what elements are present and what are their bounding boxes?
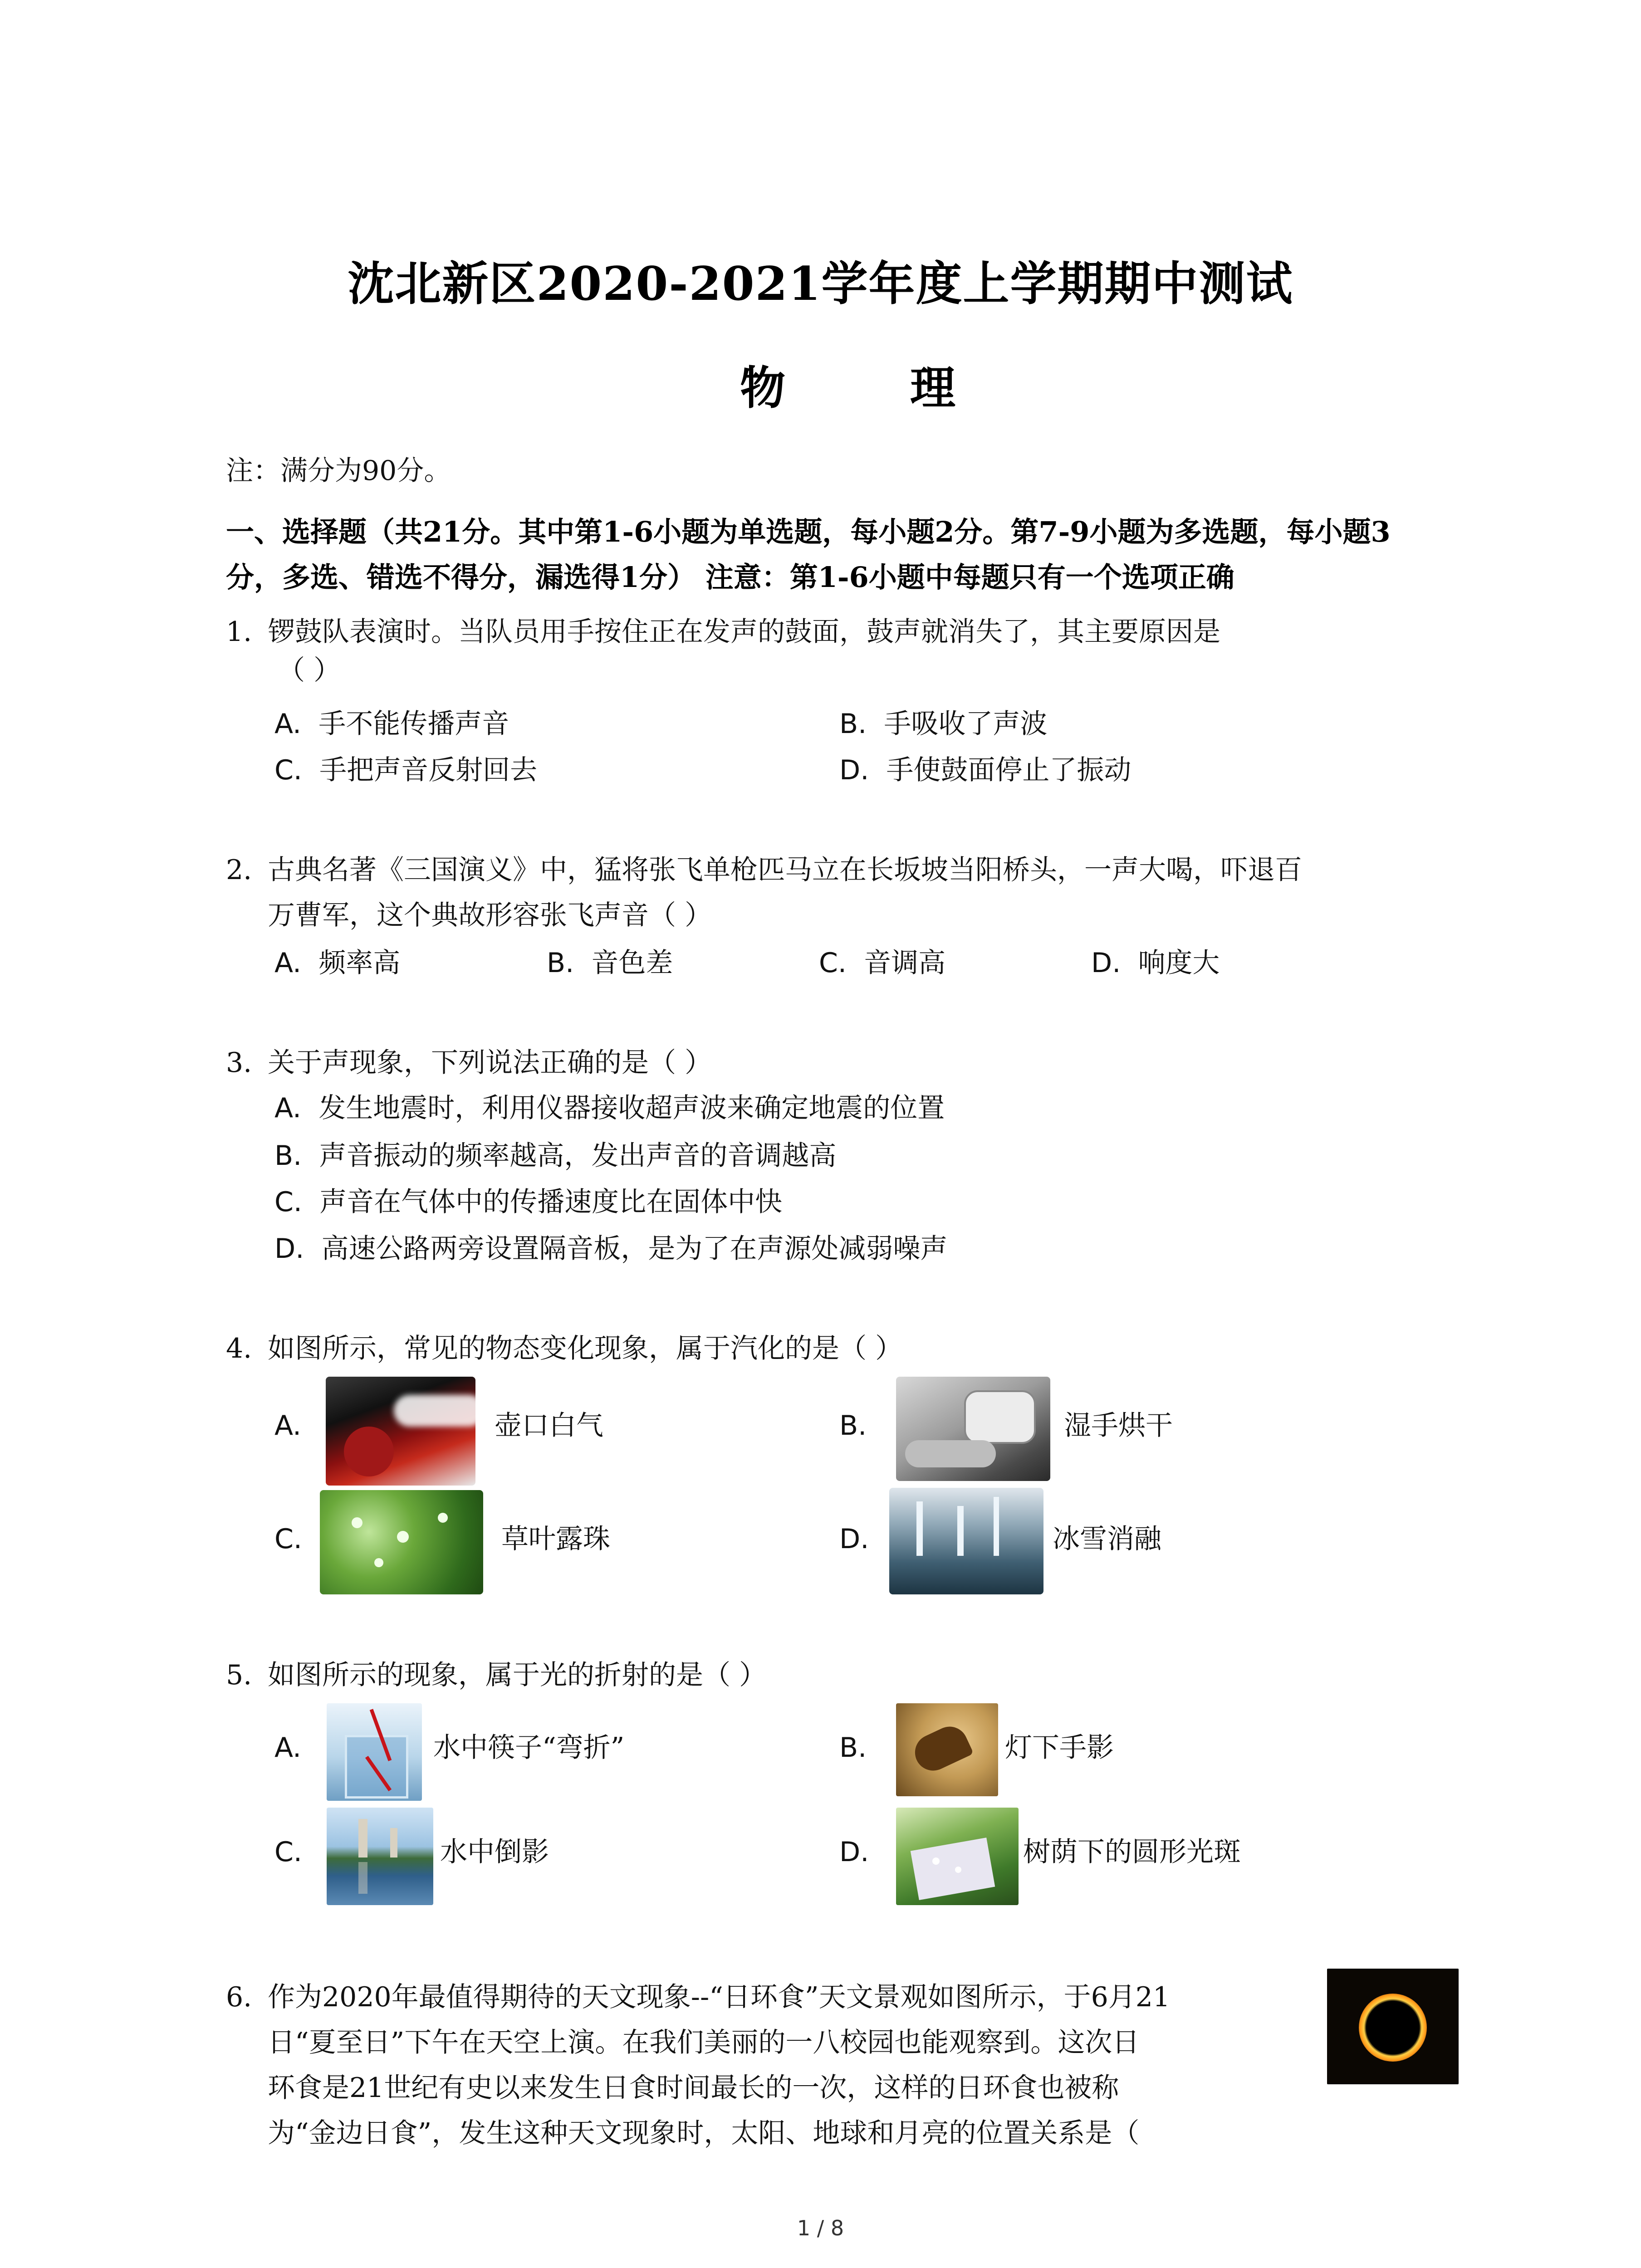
question-number: 6. (226, 1981, 252, 2013)
answer-blank: （ ） (278, 655, 341, 686)
question-stem-line: 古典名著《三国演义》中，猛将张飞单枪匹马立在长坂坡当阳桥头，一声大喝，吓退百 (268, 854, 1302, 886)
question-stem-line: 万曹军，这个典故形容张飞声音（ ） (268, 899, 712, 931)
option-b: B. 手吸收了声波 (839, 708, 1048, 740)
question-stem-line: 环食是21世纪有史以来发生日食时间最长的一次，这样的日环食也被称 (268, 2072, 1119, 2104)
option-d-text: 冰雪消融 (1053, 1523, 1161, 1555)
option-c-key: C. (274, 1523, 302, 1555)
option-d-text: 树荫下的圆形光斑 (1023, 1836, 1241, 1868)
question-number: 5. (226, 1659, 252, 1691)
annular-eclipse-photo (1327, 1969, 1459, 2084)
question-number: 2. (226, 854, 252, 886)
option-d-key: D. (839, 1523, 869, 1555)
section-instructions-line-2: 分，多选、错选不得分，漏选得1分） 注意：第1-6小题中每题只有一个选项正确 (226, 561, 1234, 594)
option-b: B. 声音振动的频率越高，发出声音的音调越高 (274, 1140, 837, 1172)
hand-shadow-photo (896, 1703, 998, 1796)
melting-ice-photo (889, 1488, 1043, 1594)
page-number: 1 / 8 (797, 2216, 844, 2240)
option-c: C. 手把声音反射回去 (274, 754, 538, 786)
question-number: 1. (226, 616, 252, 648)
option-a: A. 手不能传播声音 (274, 708, 509, 740)
option-b-text: 湿手烘干 (1064, 1410, 1173, 1442)
full-score-note: 注：满分为90分。 (226, 455, 451, 487)
option-a-key: A. (274, 1410, 302, 1442)
option-d-key: D. (839, 1836, 869, 1868)
option-b: B. 音色差 (547, 947, 673, 979)
question-stem-line: 日“夏至日”下午在天空上演。在我们美丽的一八校园也能观察到。这次日 (268, 2027, 1140, 2058)
dew-grass-photo (320, 1490, 483, 1594)
question-stem-line: 作为2020年最值得期待的天文现象--“日环食”天文景观如图所示，于6月21 (268, 1981, 1171, 2013)
option-b-key: B. (839, 1410, 867, 1442)
option-a-key: A. (274, 1732, 302, 1764)
option-a: A. 发生地震时，利用仪器接收超声波来确定地震的位置 (274, 1092, 945, 1124)
section-instructions-line-1: 一、选择题（共21分。其中第1-6小题为单选题，每小题2分。第7-9小题为多选题，每小题3 (226, 515, 1391, 548)
exam-title: 沈北新区2020-2021学年度上学期期中测试 (348, 257, 1293, 311)
question-stem-line: 如图所示的现象，属于光的折射的是（ ） (268, 1659, 767, 1691)
option-c-text: 草叶露珠 (501, 1523, 610, 1555)
question-stem-line: 锣鼓队表演时。当队员用手按住正在发声的鼓面，鼓声就消失了，其主要原因是 (268, 616, 1220, 648)
option-c-text: 水中倒影 (440, 1836, 549, 1868)
light-spots-photo (896, 1808, 1019, 1905)
option-b-text: 灯下手影 (1005, 1732, 1114, 1764)
question-stem-line: 为“金边日食”，发生这种天文现象时，太阳、地球和月亮的位置关系是（ (268, 2117, 1140, 2149)
option-a-text: 水中筷子“弯折” (433, 1732, 625, 1764)
question-number: 3. (226, 1047, 252, 1079)
hand-dryer-photo (896, 1377, 1050, 1481)
kettle-steam-photo (326, 1377, 475, 1486)
water-reflection-photo (327, 1808, 433, 1905)
chopstick-in-water-photo (327, 1703, 422, 1801)
question-stem-line: 关于声现象，下列说法正确的是（ ） (268, 1047, 712, 1079)
subject-title: 物 理 (740, 361, 1010, 415)
question-stem-line: 如图所示，常见的物态变化现象，属于汽化的是（ ） (268, 1333, 903, 1364)
option-b-key: B. (839, 1732, 867, 1764)
option-d: D. 响度大 (1091, 947, 1220, 979)
option-d: D. 高速公路两旁设置隔音板，是为了在声源处减弱噪声 (274, 1233, 948, 1265)
option-c-key: C. (274, 1836, 302, 1868)
question-number: 4. (226, 1333, 252, 1364)
option-d: D. 手使鼓面停止了振动 (839, 754, 1132, 786)
option-c: C. 音调高 (819, 947, 946, 979)
option-a-text: 壶口白气 (495, 1410, 603, 1442)
option-c: C. 声音在气体中的传播速度比在固体中快 (274, 1186, 783, 1218)
option-a: A. 频率高 (274, 947, 401, 979)
